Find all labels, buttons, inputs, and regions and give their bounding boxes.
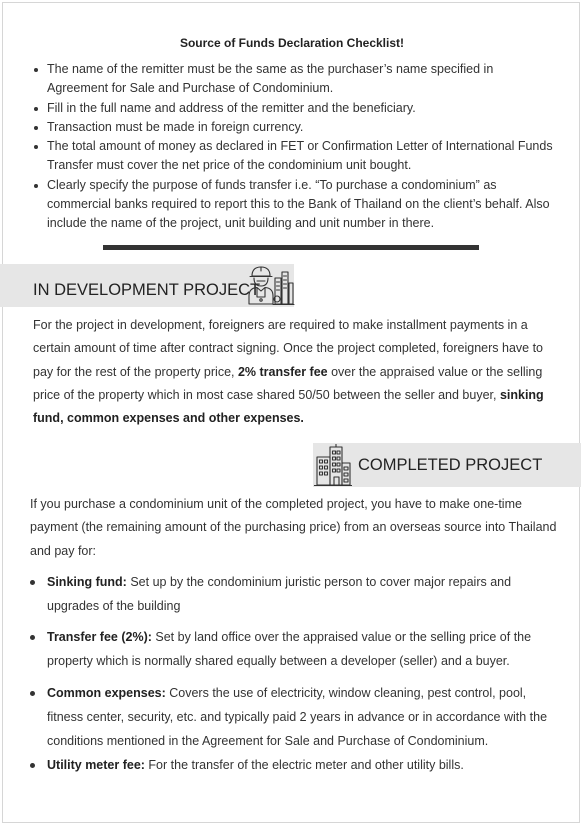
fee-term: Utility meter fee:	[47, 758, 145, 773]
development-heading: IN DEVELOPMENT PROJECT	[33, 281, 261, 299]
completed-intro: If you purchase a condominium unit of the completed project, you have to make one-time payment (the remaining amount of the purchasing price) from an overseas source into Thailand and pay for:	[30, 497, 557, 558]
fee-term: Common expenses:	[47, 686, 166, 701]
list-item	[30, 626, 560, 673]
checklist-item: Transaction must be made in foreign currency.	[34, 118, 556, 137]
expenses-highlight: sinking fund, common expenses and other expenses.	[33, 387, 544, 426]
fee-term: Transfer fee (2%):	[47, 630, 152, 645]
checklist-item: Clearly specify the purpose of funds transfer i.e. “To purchase a condominium” as commercial banks required to report this to the Bank of Thailand on the client’s behalf. Also include the name of the project, unit building and unit number in there.	[34, 176, 556, 234]
checklist-item: Fill in the full name and address of the remitter and the beneficiary.	[34, 99, 556, 118]
checklist-item: The name of the remitter must be the same as the purchaser’s name specified in Agreement for Sale and Purchase of Condominium.	[34, 60, 556, 99]
list-item	[30, 571, 560, 618]
completed-heading: COMPLETED PROJECT	[358, 456, 543, 474]
development-text	[33, 314, 545, 430]
checklist-item: The total amount of money as declared in FET or Confirmation Letter of International Funds Transfer must cover the net price of the condominium unit bought.	[34, 137, 556, 176]
fee-description: Set by land office over the appraised value or the selling price of the property which is normally shared equally between a developer (seller) and a buyer.	[47, 630, 532, 668]
transfer-fee-highlight: 2% transfer fee	[237, 364, 328, 379]
development-text-part: For the project in development, foreigners are required to make installment payments in a certain amount of time after contract signing. Once the project completed, foreigners have to pay for the rest of the property price,	[33, 318, 543, 379]
construction-worker-icon	[247, 264, 295, 307]
development-text-part: over the appraised value or the selling price of the property which in most case shared 50/50 between the seller and buyer,	[33, 364, 543, 402]
list-item	[30, 754, 560, 778]
fee-description: For the transfer of the electric meter and other utility bills.	[144, 758, 464, 773]
checklist	[34, 60, 556, 234]
list-item	[30, 682, 560, 753]
fee-description: Covers the use of electricity, window cleaning, pest control, pool, fitness center, security, etc. and typically paid 2 years in advance or in accordance with the conditions mentioned in the Agreement for Sale and Purchase of Condominium.	[47, 686, 548, 748]
completed-fee-list	[30, 571, 560, 778]
buildings-icon	[313, 443, 353, 487]
section-divider	[103, 245, 479, 250]
fee-description: Set up by the condominium juristic person to cover major repairs and upgrades of the building	[47, 575, 512, 613]
checklist-title: Source of Funds Declaration Checklist!	[179, 36, 405, 50]
fee-term: Sinking fund:	[47, 575, 127, 589]
